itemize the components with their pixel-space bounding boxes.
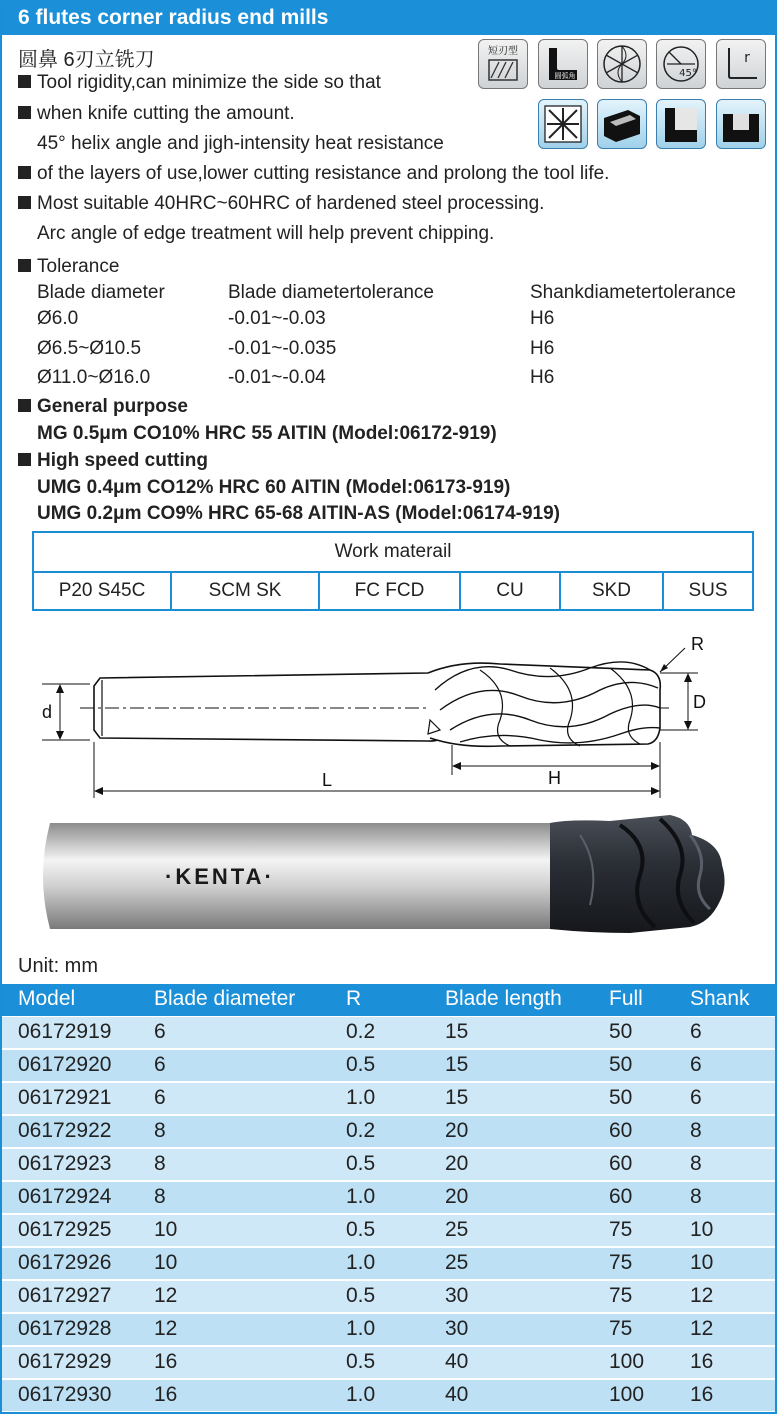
table-row bbox=[2, 1182, 775, 1214]
table-cell: 6 bbox=[154, 1086, 166, 1109]
table-cell: 1.0 bbox=[346, 1086, 376, 1109]
tolerance-cell: -0.01~-0.035 bbox=[228, 338, 337, 359]
table-cell: 06172923 bbox=[18, 1152, 112, 1175]
chinese-name: 圆鼻 6刃立铣刀 bbox=[18, 49, 155, 71]
bullet-icon bbox=[18, 75, 31, 88]
table-cell: 8 bbox=[154, 1119, 166, 1142]
table-cell: 60 bbox=[609, 1119, 633, 1142]
table-cell: 0.2 bbox=[346, 1020, 376, 1043]
table-cell: 06172926 bbox=[18, 1251, 112, 1274]
table-row bbox=[2, 1050, 775, 1082]
table-cell: 50 bbox=[609, 1020, 633, 1043]
tolerance-header: Blade diameter bbox=[37, 282, 165, 303]
tolerance-header: Shankdiametertolerance bbox=[530, 282, 736, 303]
column-header: Full bbox=[609, 987, 643, 1010]
work-material-cell: P20 S45C bbox=[34, 573, 172, 609]
work-material-table bbox=[32, 531, 754, 611]
svg-text:短刃型: 短刃型 bbox=[488, 46, 518, 57]
feature-line: when knife cutting the amount. bbox=[18, 103, 295, 125]
table-cell: 15 bbox=[445, 1086, 469, 1109]
table-cell: 6 bbox=[690, 1020, 702, 1043]
table-cell: 15 bbox=[445, 1020, 469, 1043]
feature-line: of the layers of use,lower cutting resistance and prolong the tool life. bbox=[18, 163, 609, 185]
spec-table-header bbox=[2, 984, 775, 1016]
table-cell: 75 bbox=[609, 1284, 633, 1307]
tolerance-heading: Tolerance bbox=[18, 256, 119, 278]
table-cell: 0.5 bbox=[346, 1152, 376, 1175]
bullet-icon bbox=[18, 106, 31, 119]
table-cell: 60 bbox=[609, 1185, 633, 1208]
table-cell: 8 bbox=[690, 1152, 702, 1175]
table-cell: 25 bbox=[445, 1251, 469, 1274]
cutting-directions-icon bbox=[538, 99, 588, 149]
general-purpose-heading: General purpose bbox=[18, 396, 188, 418]
table-cell: 20 bbox=[445, 1152, 469, 1175]
row-divider bbox=[2, 1345, 775, 1346]
column-header: Blade length bbox=[445, 987, 562, 1010]
row-divider bbox=[2, 1213, 775, 1214]
tolerance-cell: -0.01~-0.04 bbox=[228, 367, 326, 388]
table-row bbox=[2, 1248, 775, 1280]
table-row bbox=[2, 1116, 775, 1148]
row-divider bbox=[2, 1279, 775, 1280]
unit-label: Unit: mm bbox=[18, 955, 98, 977]
column-header: Model bbox=[18, 987, 76, 1010]
table-cell: 40 bbox=[445, 1350, 469, 1373]
tolerance-cell: Ø11.0~Ø16.0 bbox=[37, 367, 151, 388]
high-speed-line: UMG 0.4μm CO12% HRC 60 AITIN (Model:06173-919) bbox=[37, 477, 511, 498]
table-row bbox=[2, 1215, 775, 1247]
table-cell: 06172928 bbox=[18, 1317, 112, 1340]
table-cell: 8 bbox=[690, 1185, 702, 1208]
table-cell: 1.0 bbox=[346, 1317, 376, 1340]
table-cell: 1.0 bbox=[346, 1251, 376, 1274]
table-row bbox=[2, 1314, 775, 1346]
table-cell: 16 bbox=[154, 1383, 178, 1406]
bullet-icon bbox=[18, 196, 31, 209]
table-cell: 10 bbox=[154, 1251, 178, 1274]
row-divider bbox=[2, 1147, 775, 1148]
table-row bbox=[2, 1347, 775, 1379]
slotting-icon bbox=[597, 99, 647, 149]
table-cell: 12 bbox=[154, 1317, 178, 1340]
table-cell: 06172929 bbox=[18, 1350, 112, 1373]
column-header: Shank bbox=[690, 987, 750, 1010]
work-material-cell: SUS bbox=[688, 580, 728, 601]
table-cell: 06172919 bbox=[18, 1020, 112, 1043]
table-cell: 50 bbox=[609, 1086, 633, 1109]
table-cell: 0.5 bbox=[346, 1350, 376, 1373]
bullet-icon bbox=[18, 399, 31, 412]
column-header: R bbox=[346, 987, 362, 1010]
table-cell: 06172921 bbox=[18, 1086, 112, 1109]
feature-line: Tool rigidity,can minimize the side so that bbox=[18, 72, 381, 94]
table-cell: 100 bbox=[609, 1383, 645, 1406]
end-mill-drawing bbox=[30, 630, 730, 805]
row-divider bbox=[2, 1180, 775, 1181]
table-cell: 8 bbox=[154, 1152, 166, 1175]
table-cell: 12 bbox=[690, 1317, 714, 1340]
table-cell: 8 bbox=[690, 1119, 702, 1142]
table-cell: 16 bbox=[690, 1383, 714, 1406]
label-D: D bbox=[693, 692, 706, 712]
table-cell: 8 bbox=[154, 1185, 166, 1208]
general-purpose-line: MG 0.5μm CO10% HRC 55 AITIN (Model:06172-919) bbox=[37, 423, 497, 444]
row-divider bbox=[2, 1246, 775, 1247]
row-divider bbox=[2, 1081, 775, 1082]
table-cell: 0.5 bbox=[346, 1053, 376, 1076]
table-cell: 06172927 bbox=[18, 1284, 112, 1307]
tolerance-cell: H6 bbox=[530, 367, 555, 388]
six-flute-icon bbox=[597, 39, 647, 89]
feature-line: 45° helix angle and jigh-intensity heat resistance bbox=[37, 133, 444, 154]
table-cell: 6 bbox=[690, 1086, 702, 1109]
work-material-cell: SCM SK bbox=[172, 573, 320, 609]
table-cell: 06172924 bbox=[18, 1185, 112, 1208]
table-cell: 12 bbox=[154, 1284, 178, 1307]
table-cell: 6 bbox=[154, 1053, 166, 1076]
table-cell: 06172930 bbox=[18, 1383, 112, 1406]
row-divider bbox=[2, 1411, 775, 1412]
table-cell: 30 bbox=[445, 1317, 469, 1340]
svg-text:45°: 45° bbox=[679, 68, 697, 79]
radius-r-icon bbox=[716, 39, 766, 89]
table-cell: 6 bbox=[690, 1053, 702, 1076]
svg-text:r: r bbox=[744, 50, 750, 66]
table-cell: 60 bbox=[609, 1152, 633, 1175]
table-cell: 25 bbox=[445, 1218, 469, 1241]
bullet-icon bbox=[18, 259, 31, 272]
svg-text:圆弧角: 圆弧角 bbox=[554, 72, 576, 80]
table-cell: 20 bbox=[445, 1185, 469, 1208]
table-cell: 06172920 bbox=[18, 1053, 112, 1076]
table-cell: 0.5 bbox=[346, 1284, 376, 1307]
table-cell: 1.0 bbox=[346, 1383, 376, 1406]
high-speed-heading: High speed cutting bbox=[18, 450, 208, 472]
corner-radius-icon bbox=[538, 39, 588, 89]
table-cell: 10 bbox=[690, 1251, 714, 1274]
table-cell: 0.2 bbox=[346, 1119, 376, 1142]
feature-line: Arc angle of edge treatment will help prevent chipping. bbox=[37, 223, 495, 244]
table-row bbox=[2, 1281, 775, 1313]
tolerance-cell: H6 bbox=[530, 338, 555, 359]
table-cell: 10 bbox=[154, 1218, 178, 1241]
table-cell: 75 bbox=[609, 1317, 633, 1340]
table-cell: 30 bbox=[445, 1284, 469, 1307]
table-cell: 0.5 bbox=[346, 1218, 376, 1241]
column-header: Blade diameter bbox=[154, 987, 296, 1010]
tolerance-cell: H6 bbox=[530, 308, 555, 329]
table-cell: 16 bbox=[690, 1350, 714, 1373]
table-cell: 40 bbox=[445, 1383, 469, 1406]
table-cell: 20 bbox=[445, 1119, 469, 1142]
table-cell: 15 bbox=[445, 1053, 469, 1076]
table-cell: 1.0 bbox=[346, 1185, 376, 1208]
bullet-icon bbox=[18, 166, 31, 179]
table-cell: 06172922 bbox=[18, 1119, 112, 1142]
table-cell: 50 bbox=[609, 1053, 633, 1076]
high-speed-line: UMG 0.2μm CO9% HRC 65-68 AITIN-AS (Model:06174-919) bbox=[37, 503, 561, 524]
table-cell: 16 bbox=[154, 1350, 178, 1373]
table-row bbox=[2, 1380, 775, 1412]
page-title: 6 flutes corner radius end mills bbox=[18, 6, 329, 29]
label-L: L bbox=[322, 770, 333, 790]
label-R: R bbox=[691, 634, 704, 654]
short-blade-icon bbox=[478, 39, 528, 89]
row-divider bbox=[2, 1114, 775, 1115]
side-milling-icon bbox=[656, 99, 706, 149]
work-material-cell: SKD bbox=[561, 573, 664, 609]
tolerance-cell: Ø6.0 bbox=[37, 308, 79, 329]
tolerance-cell: Ø6.5~Ø10.5 bbox=[37, 338, 142, 359]
work-material-cell: CU bbox=[461, 573, 561, 609]
feature-line: Most suitable 40HRC~60HRC of hardened steel processing. bbox=[18, 193, 544, 215]
bullet-icon bbox=[18, 453, 31, 466]
table-cell: 6 bbox=[154, 1020, 166, 1043]
row-divider bbox=[2, 1048, 775, 1049]
label-d: d bbox=[42, 702, 53, 722]
table-cell: 12 bbox=[690, 1284, 714, 1307]
end-mill-photo bbox=[30, 805, 730, 950]
row-divider bbox=[2, 1378, 775, 1379]
label-H: H bbox=[548, 768, 561, 788]
table-cell: 10 bbox=[690, 1218, 714, 1241]
row-divider bbox=[2, 1312, 775, 1313]
helix-45-icon bbox=[656, 39, 706, 89]
tolerance-cell: -0.01~-0.03 bbox=[228, 308, 326, 329]
brand-label: ·KENTA· bbox=[165, 864, 275, 889]
tolerance-header: Blade diametertolerance bbox=[228, 282, 434, 303]
table-cell: 75 bbox=[609, 1218, 633, 1241]
table-row bbox=[2, 1017, 775, 1049]
work-material-title: Work materail bbox=[34, 533, 752, 573]
table-row bbox=[2, 1083, 775, 1115]
table-cell: 06172925 bbox=[18, 1218, 112, 1241]
table-row bbox=[2, 1149, 775, 1181]
table-cell: 100 bbox=[609, 1350, 645, 1373]
title-bar bbox=[2, 2, 775, 35]
table-cell: 75 bbox=[609, 1251, 633, 1274]
work-material-cell: FC FCD bbox=[320, 573, 461, 609]
pocket-milling-icon bbox=[716, 99, 766, 149]
